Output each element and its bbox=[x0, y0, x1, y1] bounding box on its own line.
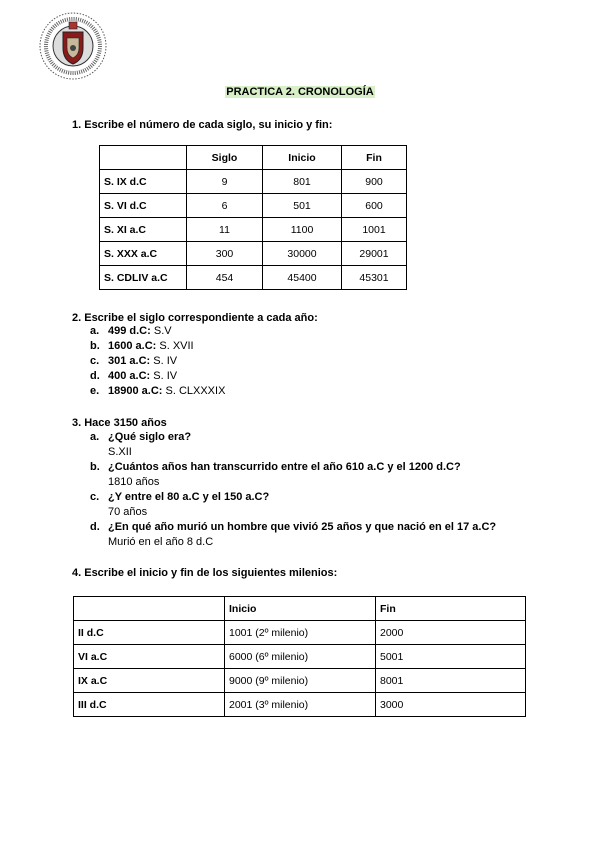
table-cell: 900 bbox=[342, 170, 407, 194]
table-cell: 3000 bbox=[376, 693, 526, 717]
table-row bbox=[74, 645, 526, 669]
table-cell: S. XI a.C bbox=[100, 218, 187, 242]
item-answer: Murió en el año 8 d.C bbox=[108, 536, 214, 548]
table-row bbox=[100, 170, 407, 194]
table-cell: 30000 bbox=[263, 242, 342, 266]
item-letter: a. bbox=[90, 325, 100, 337]
table-header-cell: Siglo bbox=[187, 146, 263, 170]
list-item bbox=[90, 430, 496, 445]
question-2-list bbox=[90, 324, 225, 399]
table-header-cell bbox=[74, 597, 225, 621]
list-item bbox=[90, 384, 225, 399]
table-cell: S. IX d.C bbox=[100, 170, 187, 194]
table-cell: II d.C bbox=[74, 621, 225, 645]
question-1-heading: 1. Escribe el número de cada siglo, su inicio y fin: bbox=[72, 119, 333, 131]
table-cell: 6000 (6º milenio) bbox=[225, 645, 376, 669]
table-cell: III d.C bbox=[74, 693, 225, 717]
item-letter: a. bbox=[90, 431, 100, 443]
table-cell: 6 bbox=[187, 194, 263, 218]
table-header-cell: Inicio bbox=[263, 146, 342, 170]
item-question: ¿Y entre el 80 a.C y el 150 a.C? bbox=[108, 491, 270, 503]
list-item bbox=[90, 324, 225, 339]
item-question: ¿Cuántos años han transcurrido entre el año 610 a.C y el 1200 d.C? bbox=[108, 461, 461, 473]
item-answer: S.XII bbox=[108, 446, 132, 458]
item-letter: e. bbox=[90, 385, 100, 397]
university-seal-icon bbox=[38, 8, 108, 84]
question-3-heading: 3. Hace 3150 años bbox=[72, 417, 167, 429]
table-cell: 45400 bbox=[263, 266, 342, 290]
table-cell: 11 bbox=[187, 218, 263, 242]
item-question: ¿Qué siglo era? bbox=[108, 431, 192, 443]
table-cell: 29001 bbox=[342, 242, 407, 266]
list-item bbox=[90, 460, 496, 475]
table-cell: 9000 (9º milenio) bbox=[225, 669, 376, 693]
question-2-heading: 2. Escribe el siglo correspondiente a cada año: bbox=[72, 312, 318, 324]
table-cell: 2000 bbox=[376, 621, 526, 645]
table-row bbox=[100, 242, 407, 266]
table-row bbox=[74, 621, 526, 645]
table-cell: 501 bbox=[263, 194, 342, 218]
question-3-list bbox=[90, 430, 496, 550]
table-cell: VI a.C bbox=[74, 645, 225, 669]
item-letter: b. bbox=[90, 461, 100, 473]
table-header-cell: Fin bbox=[376, 597, 526, 621]
table-cell: S. XXX a.C bbox=[100, 242, 187, 266]
table-row bbox=[100, 266, 407, 290]
table-cell: 1001 (2º milenio) bbox=[225, 621, 376, 645]
millennia-table bbox=[73, 596, 526, 717]
item-year: 499 d.C: bbox=[108, 325, 151, 337]
item-question: ¿En qué año murió un hombre que vivió 25 años y que nació en el 17 a.C? bbox=[108, 521, 497, 533]
table-cell: 45301 bbox=[342, 266, 407, 290]
centuries-table bbox=[99, 145, 407, 290]
table-header-cell: Fin bbox=[342, 146, 407, 170]
item-answer: S. IV bbox=[150, 355, 178, 367]
table-cell: 1100 bbox=[263, 218, 342, 242]
table-header-cell: Inicio bbox=[225, 597, 376, 621]
table-cell: S. CDLIV a.C bbox=[100, 266, 187, 290]
item-answer: S.V bbox=[150, 325, 172, 337]
table-row bbox=[74, 669, 526, 693]
item-answer: S. IV bbox=[150, 370, 178, 382]
page-title: PRACTICA 2. CRONOLOGÍA bbox=[226, 86, 374, 98]
list-item bbox=[90, 520, 496, 535]
table-cell: 454 bbox=[187, 266, 263, 290]
item-letter: c. bbox=[90, 355, 100, 367]
table-header-row bbox=[74, 597, 526, 621]
table-row bbox=[100, 218, 407, 242]
item-year: 1600 a.C: bbox=[108, 340, 157, 352]
table-cell: 8001 bbox=[376, 669, 526, 693]
table-cell: 2001 (3º milenio) bbox=[225, 693, 376, 717]
item-answer: 70 años bbox=[108, 506, 148, 518]
table-cell: S. VI d.C bbox=[100, 194, 187, 218]
item-year: 400 a.C: bbox=[108, 370, 151, 382]
question-4-heading: 4. Escribe el inicio y fin de los siguientes milenios: bbox=[72, 567, 338, 579]
list-item bbox=[90, 354, 225, 369]
item-letter: d. bbox=[90, 370, 100, 382]
table-cell: 300 bbox=[187, 242, 263, 266]
table-header-row bbox=[100, 146, 407, 170]
list-item bbox=[90, 339, 225, 354]
item-answer: S. CLXXXIX bbox=[162, 385, 226, 397]
table-cell: IX a.C bbox=[74, 669, 225, 693]
table-cell: 600 bbox=[342, 194, 407, 218]
table-cell: 9 bbox=[187, 170, 263, 194]
table-cell: 801 bbox=[263, 170, 342, 194]
table-cell: 5001 bbox=[376, 645, 526, 669]
table-cell: 1001 bbox=[342, 218, 407, 242]
item-letter: d. bbox=[90, 521, 100, 533]
table-header-cell bbox=[100, 146, 187, 170]
item-letter: b. bbox=[90, 340, 100, 352]
item-year: 301 a.C: bbox=[108, 355, 151, 367]
item-answer: S. XVII bbox=[156, 340, 194, 352]
list-item bbox=[90, 490, 496, 505]
item-answer: 1810 años bbox=[108, 476, 160, 488]
item-letter: c. bbox=[90, 491, 100, 503]
item-year: 18900 a.C: bbox=[108, 385, 163, 397]
table-row bbox=[100, 194, 407, 218]
list-item bbox=[90, 369, 225, 384]
table-row bbox=[74, 693, 526, 717]
